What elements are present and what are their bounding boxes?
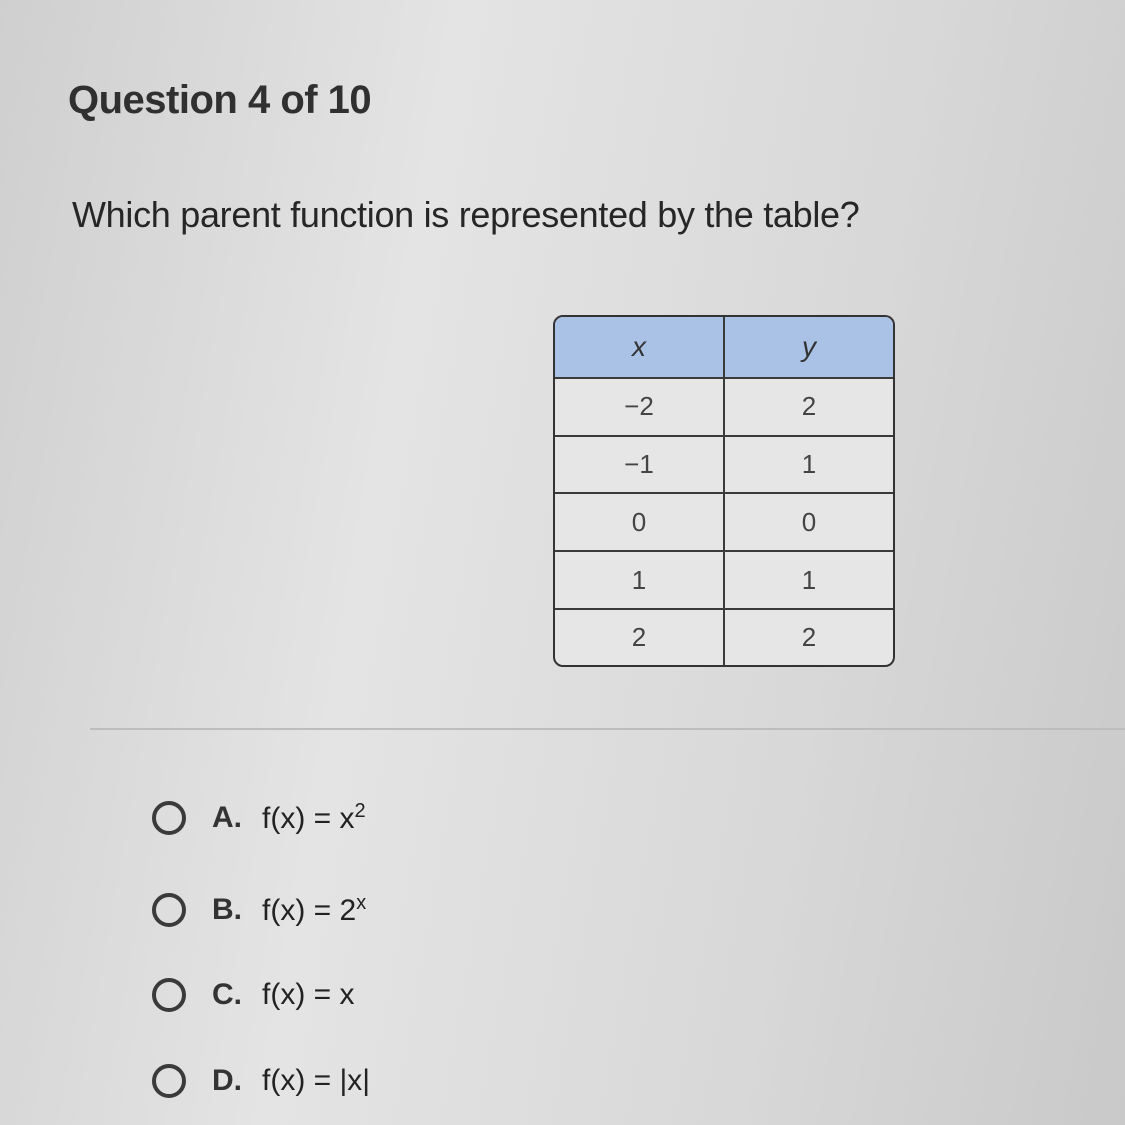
table-cell-x: 2 (555, 609, 724, 665)
choice-formula (262, 800, 366, 836)
radio-button-b[interactable] (152, 893, 186, 927)
answer-choice-c[interactable] (152, 978, 355, 1012)
table-header-x: x (555, 317, 724, 378)
divider (90, 728, 1125, 730)
radio-button-a[interactable] (152, 801, 186, 835)
table-cell-x: −2 (555, 378, 724, 436)
formula-main: f(x) = |x| (262, 1064, 371, 1097)
table-cell-y: 2 (724, 609, 893, 665)
table-row (555, 609, 893, 665)
table-header-y: y (724, 317, 893, 378)
formula-main: f(x) = 2 (262, 894, 357, 927)
table-cell-y: 0 (724, 493, 893, 551)
answer-choice-d[interactable] (152, 1064, 370, 1098)
choice-letter: B. (212, 893, 242, 926)
xy-table (553, 315, 895, 667)
choice-letter: C. (212, 978, 242, 1011)
question-number: Question 4 of 10 (68, 78, 372, 122)
table-cell-y: 1 (724, 436, 893, 494)
formula-main: f(x) = x (262, 978, 355, 1011)
table-header-row (555, 317, 893, 378)
formula-main: f(x) = x (262, 802, 355, 835)
choice-formula (262, 892, 366, 928)
radio-button-c[interactable] (152, 978, 186, 1012)
choice-formula (262, 978, 355, 1012)
choice-formula (262, 1064, 370, 1098)
table-row (555, 378, 893, 436)
table-cell-x: −1 (555, 436, 724, 494)
table-cell-y: 1 (724, 551, 893, 609)
radio-button-d[interactable] (152, 1064, 186, 1098)
answer-choice-b[interactable] (152, 892, 366, 928)
question-prompt: Which parent function is represented by the table? (72, 194, 860, 235)
formula-exponent: x (356, 892, 367, 914)
table-row (555, 551, 893, 609)
table-row (555, 493, 893, 551)
choice-letter: D. (212, 1064, 242, 1097)
answer-choice-a[interactable] (152, 800, 366, 836)
formula-exponent: 2 (354, 800, 366, 822)
table-cell-x: 0 (555, 493, 724, 551)
choice-letter: A. (212, 801, 242, 834)
table-cell-y: 2 (724, 378, 893, 436)
table-cell-x: 1 (555, 551, 724, 609)
table-row (555, 436, 893, 494)
